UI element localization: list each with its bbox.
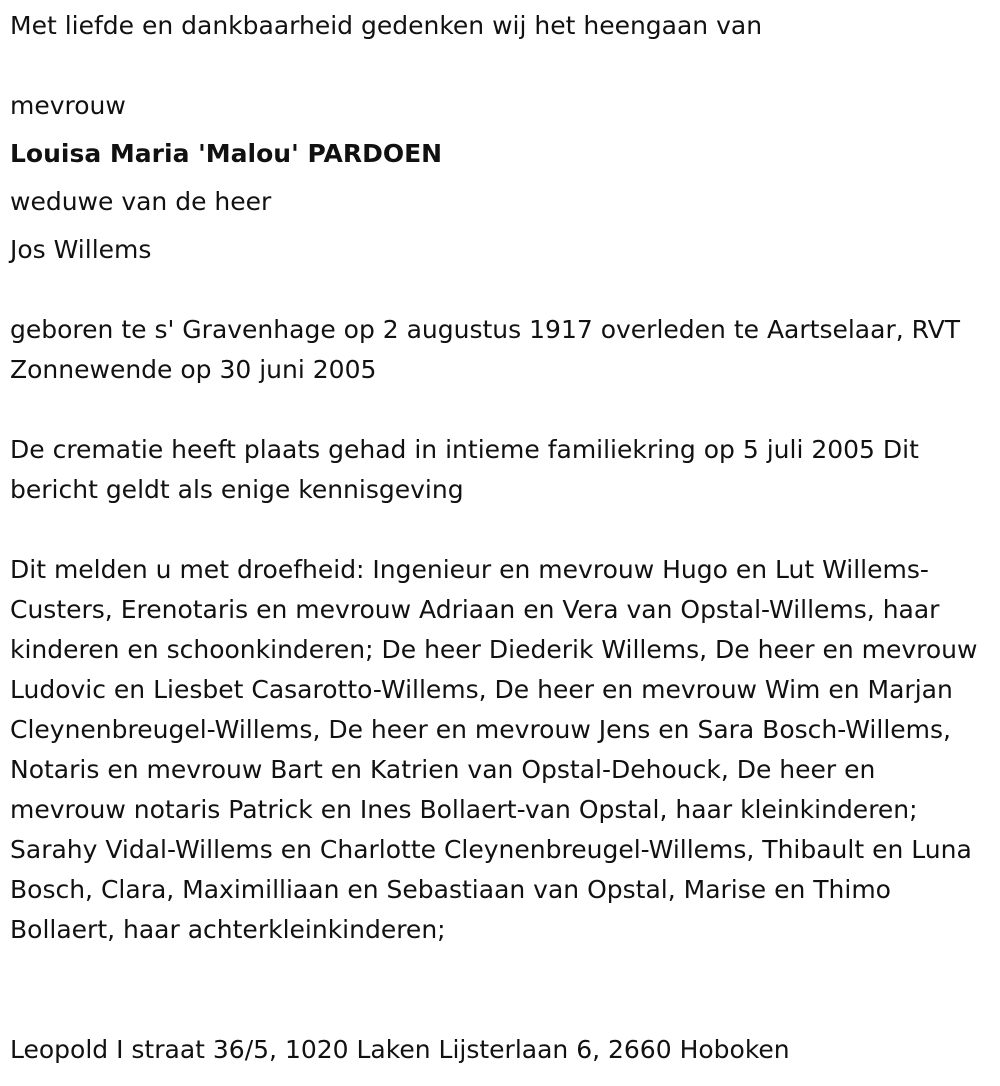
- intro-text: Met liefde en dankbaarheid gedenken wij het heengaan van: [10, 11, 763, 40]
- birth-death-paragraph: geboren te s' Gravenhage op 2 augustus 1917 overleden te Aartselaar, RVT Zonnewende op 30 juni 2005: [10, 315, 960, 384]
- title-prefix: mevrouw: [10, 91, 126, 120]
- widow-of-text: weduwe van de heer: [10, 187, 272, 216]
- mourners-paragraph: Dit melden u met droefheid: Ingenieur en mevrouw Hugo en Lut Willems-Custers, Erenotaris en mevrouw Adriaan en Vera van Opstal-Willems, haar kinderen en schoonkinderen; De heer Diederik Willems, De heer en mevrouw Ludovic en Liesbet Casarotto-Willems, De heer en mevrouw Wim en Marjan Cleynenbreugel-Willems, De heer en mevrouw Jens en Sara Bosch-Willems, Notaris en mevrouw Bart en Katrien van Opstal-Dehouck, De heer en mevrouw notaris Patrick en Ines Bollaert-van Opstal, haar kleinkinderen; Sarahy Vidal-Willems en Charlotte Cleynenbreugel-Willems, Thibault en Luna Bosch, Clara, Maximilliaan en Sebastiaan van Opstal, Marise en Thimo Bollaert, haar achterkleinkinderen;: [10, 555, 978, 944]
- addresses-text: Leopold I straat 36/5, 1020 Laken Lijsterlaan 6, 2660 Hoboken: [10, 1035, 790, 1064]
- spouse-name: Jos Willems: [10, 235, 152, 264]
- cremation-paragraph: De crematie heeft plaats gehad in intieme familiekring op 5 juli 2005 Dit bericht geldt als enige kennisgeving: [10, 435, 919, 504]
- deceased-name: Louisa Maria 'Malou' PARDOEN: [10, 139, 443, 168]
